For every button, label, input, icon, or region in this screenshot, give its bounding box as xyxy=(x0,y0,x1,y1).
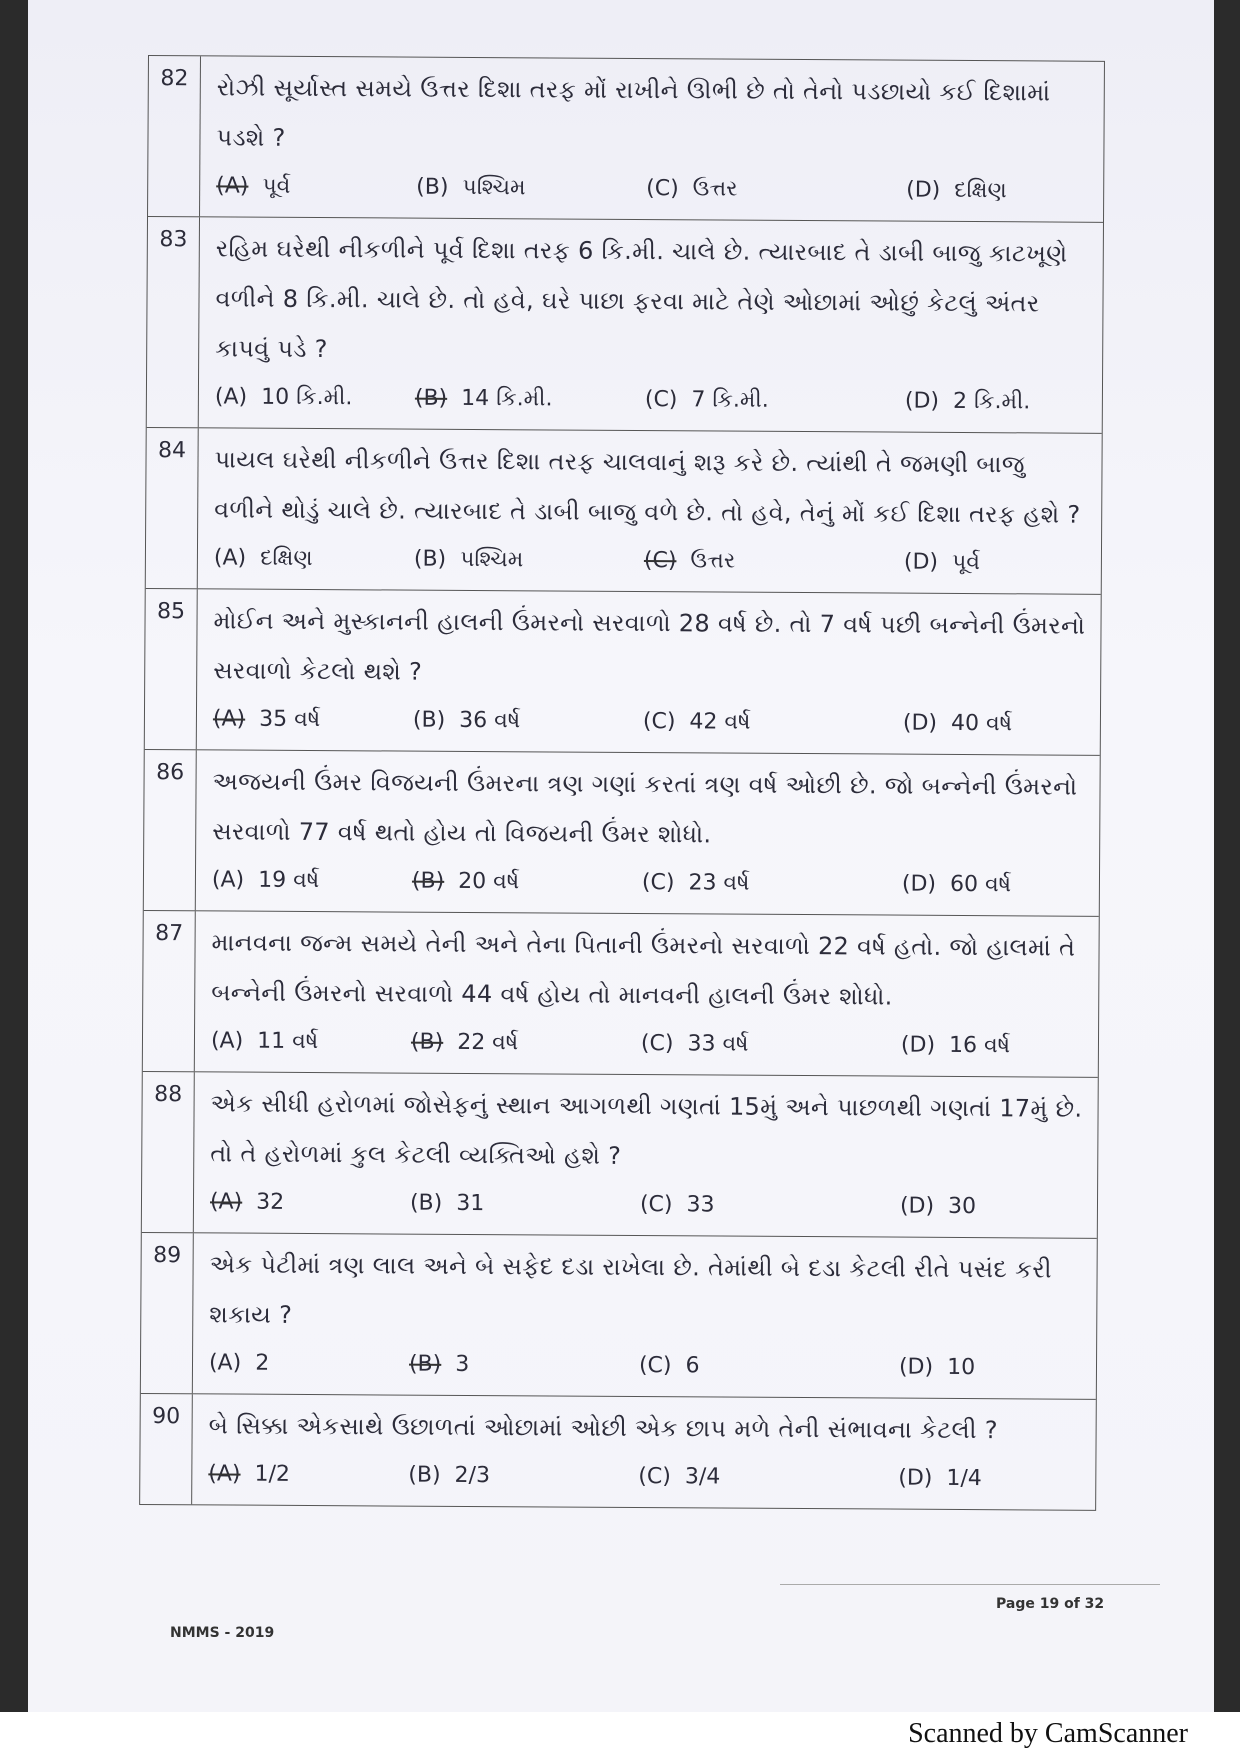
answer-option xyxy=(208,1452,408,1497)
option-letter-marked: (B) xyxy=(414,385,448,411)
option-text: 23 વર્ષ xyxy=(688,870,750,896)
footer-divider xyxy=(780,1584,1160,1585)
option-text: 40 વર્ષ xyxy=(950,710,1013,737)
option-text: 32 xyxy=(256,1189,285,1215)
option-text: 10 કિ.મી. xyxy=(261,384,353,411)
answer-option xyxy=(903,702,1073,747)
options-list xyxy=(213,697,1086,746)
answer-option xyxy=(645,378,905,424)
answer-option xyxy=(643,700,903,746)
question-row xyxy=(140,1394,1096,1510)
question-row xyxy=(147,217,1103,434)
question-text: મોઈન અને મુસ્કાનની હાલની ઉંમરનો સરવાળો 28 વર્ષ છે. તો 7 વર્ષ પછી બન્નેની ઉંમરનો સરવાળો કેટલો થશે ? xyxy=(213,606,1086,686)
option-letter: (B) xyxy=(416,174,449,200)
answer-option xyxy=(902,863,1072,908)
option-text: પશ્ચિમ xyxy=(462,174,526,201)
option-letter: (D) xyxy=(904,388,940,414)
question-number: 86 xyxy=(144,750,197,910)
answer-option xyxy=(411,1021,641,1066)
option-text: 2 xyxy=(255,1350,270,1376)
answer-option xyxy=(412,860,642,905)
answer-option xyxy=(416,166,646,211)
question-text: અજયની ઉંમર વિજયની ઉંમરના ત્રણ ગણાં કરતાં ત્રણ વર્ષ ઓછી છે. જો બન્નેની ઉંમરનો સરવાળો 77 વર્ષ થતો હોય તો વિજયની ઉંમર શોધો. xyxy=(212,767,1078,849)
answer-option xyxy=(904,541,1074,586)
question-body xyxy=(192,1394,1096,1510)
answer-option xyxy=(901,1024,1071,1069)
question-number: 87 xyxy=(143,911,196,1071)
page-number: Page 19 of 32 xyxy=(996,1596,1105,1612)
option-text: 22 વર્ષ xyxy=(457,1029,519,1056)
option-letter: (C) xyxy=(640,1031,674,1057)
option-text: 7 કિ.મી. xyxy=(691,387,769,413)
option-text: 16 વર્ષ xyxy=(948,1032,1011,1059)
option-letter: (D) xyxy=(900,1032,936,1058)
option-letter-marked: (A) xyxy=(209,1189,243,1215)
option-text: 6 xyxy=(685,1353,700,1379)
option-letter: (C) xyxy=(638,1353,672,1379)
option-text: પૂર્વ xyxy=(262,173,291,199)
answer-option xyxy=(214,536,414,581)
question-row xyxy=(141,1233,1097,1400)
option-letter: (D) xyxy=(903,549,939,575)
question-row xyxy=(144,750,1100,917)
answer-option xyxy=(646,167,906,213)
option-letter-marked: (C) xyxy=(643,548,677,574)
option-letter: (B) xyxy=(412,707,446,733)
option-letter: (B) xyxy=(409,1190,443,1216)
options-list xyxy=(208,1452,1081,1501)
option-text: 35 વર્ષ xyxy=(259,706,321,733)
answer-option xyxy=(900,1185,1070,1230)
question-text: માનવના જન્મ સમયે તેની અને તેના પિતાની ઉંમરનો સરવાળો 22 વર્ષ હતો. જો હાલમાં તે બન્નેની ઉંમરનો સરવાળો 44 વર્ષ હોય તો માનવની હાલની ઉંમર શોધો. xyxy=(211,928,1076,1011)
option-letter: (C) xyxy=(644,387,678,413)
option-letter: (A) xyxy=(213,545,247,571)
option-letter-marked: (B) xyxy=(408,1351,442,1377)
answer-option xyxy=(215,375,415,420)
question-text: એક પેટીમાં ત્રણ લાલ અને બે સફેદ દડા રાખેલા છે. તેમાંથી બે દડા કેટલી રીતે પસંદ કરી શકાય ? xyxy=(209,1250,1052,1329)
answer-option xyxy=(209,1341,409,1386)
options-list xyxy=(209,1341,1082,1390)
answer-option xyxy=(899,1346,1069,1391)
answer-option xyxy=(211,1019,411,1064)
option-letter-marked: (A) xyxy=(208,1461,241,1487)
answer-option xyxy=(216,164,416,209)
option-letter: (A) xyxy=(210,1028,244,1054)
answer-option xyxy=(898,1457,1068,1502)
question-body xyxy=(199,217,1103,433)
options-list xyxy=(216,164,1089,213)
question-row xyxy=(148,56,1104,223)
question-number: 85 xyxy=(145,589,198,749)
answer-option xyxy=(415,377,645,422)
option-text: ઉત્તર xyxy=(692,176,738,202)
option-text: 3 xyxy=(455,1351,470,1377)
question-number: 84 xyxy=(146,428,199,588)
option-text: 1/2 xyxy=(254,1461,291,1487)
option-text: 36 વર્ષ xyxy=(459,707,521,734)
question-text: રોઝી સૂર્યાસ્ત સમયે ઉત્તર દિશા તરફ મોં રાખીને ઊભી છે તો તેનો પડછાયો કઈ દિશામાં પડશે ? xyxy=(216,73,1051,152)
option-text: ઉત્તર xyxy=(690,548,736,574)
question-body xyxy=(196,750,1100,916)
option-text: 31 xyxy=(456,1190,485,1217)
option-text: 3/4 xyxy=(684,1464,721,1490)
question-text: એક સીધી હરોળમાં જોસેફનું સ્થાન આગળથી ગણતાં 15મું અને પાછળથી ગણતાં 17મું છે. તો તે હરોળમાં કુલ કેટલી વ્યક્તિઓ હશે ? xyxy=(210,1089,1083,1170)
question-row xyxy=(145,589,1101,756)
option-text: 19 વર્ષ xyxy=(258,867,320,894)
question-number: 82 xyxy=(148,56,201,216)
answer-option xyxy=(210,1180,410,1225)
option-letter-marked: (A) xyxy=(216,173,249,199)
option-letter: (D) xyxy=(901,871,937,897)
option-letter: (B) xyxy=(408,1462,441,1488)
scanner-watermark: Scanned by CamScanner xyxy=(908,1718,1188,1749)
answer-option xyxy=(213,697,413,742)
answer-option xyxy=(413,699,643,744)
option-letter: (A) xyxy=(211,867,245,893)
answer-option xyxy=(641,1022,901,1068)
option-letter-marked: (B) xyxy=(411,868,445,894)
question-text: પાયલ ઘરેથી નીકળીને ઉત્તર દિશા તરફ ચાલવાનું શરૂ કરે છે. ત્યાંથી તે જમણી બાજુ વળીને થોડું ચાલે છે. ત્યારબાદ તે ડાબી બાજુ વળે છે. તો હવે, તેનું મોં કઈ દિશા તરફ હશે ? xyxy=(214,445,1081,529)
question-number: 89 xyxy=(141,1233,194,1393)
option-text: 14 કિ.મી. xyxy=(461,385,553,412)
option-letter: (D) xyxy=(902,710,938,736)
answer-option xyxy=(638,1455,898,1501)
options-list xyxy=(212,858,1085,907)
option-text: 30 xyxy=(948,1193,977,1220)
exam-name: NMMS - 2019 xyxy=(170,1625,275,1641)
answer-option xyxy=(644,539,904,585)
answer-option xyxy=(639,1344,899,1390)
option-letter: (C) xyxy=(639,1192,673,1218)
option-letter: (C) xyxy=(638,1464,671,1490)
answer-option xyxy=(905,380,1075,425)
question-row xyxy=(142,1072,1098,1239)
option-text: 60 વર્ષ xyxy=(949,871,1012,898)
option-text: પશ્ચિમ xyxy=(460,546,524,573)
question-number: 90 xyxy=(140,1394,193,1504)
option-letter: (D) xyxy=(899,1193,935,1219)
option-letter: (C) xyxy=(641,870,675,896)
question-body xyxy=(198,428,1102,594)
question-number: 88 xyxy=(142,1072,195,1232)
options-list xyxy=(210,1180,1083,1229)
question-row xyxy=(143,911,1099,1078)
option-text: 20 વર્ષ xyxy=(458,868,520,895)
question-body xyxy=(197,589,1101,755)
option-text: પૂર્વ xyxy=(951,549,981,576)
option-text: દક્ષિણ xyxy=(954,177,1007,204)
question-row xyxy=(146,428,1102,595)
option-text: 1/4 xyxy=(946,1465,982,1492)
options-list xyxy=(215,375,1088,424)
answer-option xyxy=(212,858,412,903)
option-text: 11 વર્ષ xyxy=(257,1028,319,1055)
option-text: 2/3 xyxy=(454,1462,491,1489)
question-text: રહિમ ઘરેથી નીકળીને પૂર્વ દિશા તરફ 6 કિ.મી. ચાલે છે. ત્યારબાદ તે ડાબી બાજુ કાટખૂણે વળીને 8 કિ.મી. ચાલે છે. તો હવે, ઘરે પાછા ફરવા માટે તેણે ઓછામાં ઓછું કેટલું અંતર કાપવું પડે ? xyxy=(215,234,1068,364)
question-text: બે સિક્કા એકસાથે ઉછાળતાં ઓછામાં ઓછી એક છાપ મળે તેની સંભાવના કેટલી ? xyxy=(208,1411,998,1445)
option-text: 10 xyxy=(947,1354,976,1381)
option-letter-marked: (B) xyxy=(410,1029,444,1055)
option-letter-marked: (A) xyxy=(212,706,246,732)
option-letter: (D) xyxy=(898,1465,933,1491)
answer-option xyxy=(410,1182,640,1227)
option-text: 33 વર્ષ xyxy=(687,1031,749,1057)
option-letter: (B) xyxy=(413,546,447,572)
question-body xyxy=(200,56,1104,222)
option-letter: (D) xyxy=(906,177,941,203)
question-body xyxy=(193,1233,1097,1399)
options-list xyxy=(214,536,1087,585)
option-letter: (C) xyxy=(646,176,679,202)
question-body xyxy=(195,911,1099,1077)
question-body xyxy=(194,1072,1098,1238)
answer-option xyxy=(408,1454,638,1499)
option-text: 33 xyxy=(686,1192,715,1218)
option-text: 42 વર્ષ xyxy=(689,709,751,735)
answer-option xyxy=(409,1343,639,1388)
option-text: દક્ષિણ xyxy=(260,545,313,572)
option-letter: (C) xyxy=(642,709,676,735)
option-letter: (A) xyxy=(208,1350,242,1376)
answer-option xyxy=(642,861,902,907)
option-text: 2 કિ.મી. xyxy=(952,388,1031,415)
question-table xyxy=(139,55,1105,1511)
answer-option xyxy=(414,538,644,583)
option-letter: (A) xyxy=(214,384,248,410)
question-number: 83 xyxy=(147,217,200,427)
answer-option xyxy=(906,169,1076,214)
option-letter: (D) xyxy=(898,1354,934,1380)
options-list xyxy=(211,1019,1084,1068)
answer-option xyxy=(640,1183,900,1229)
